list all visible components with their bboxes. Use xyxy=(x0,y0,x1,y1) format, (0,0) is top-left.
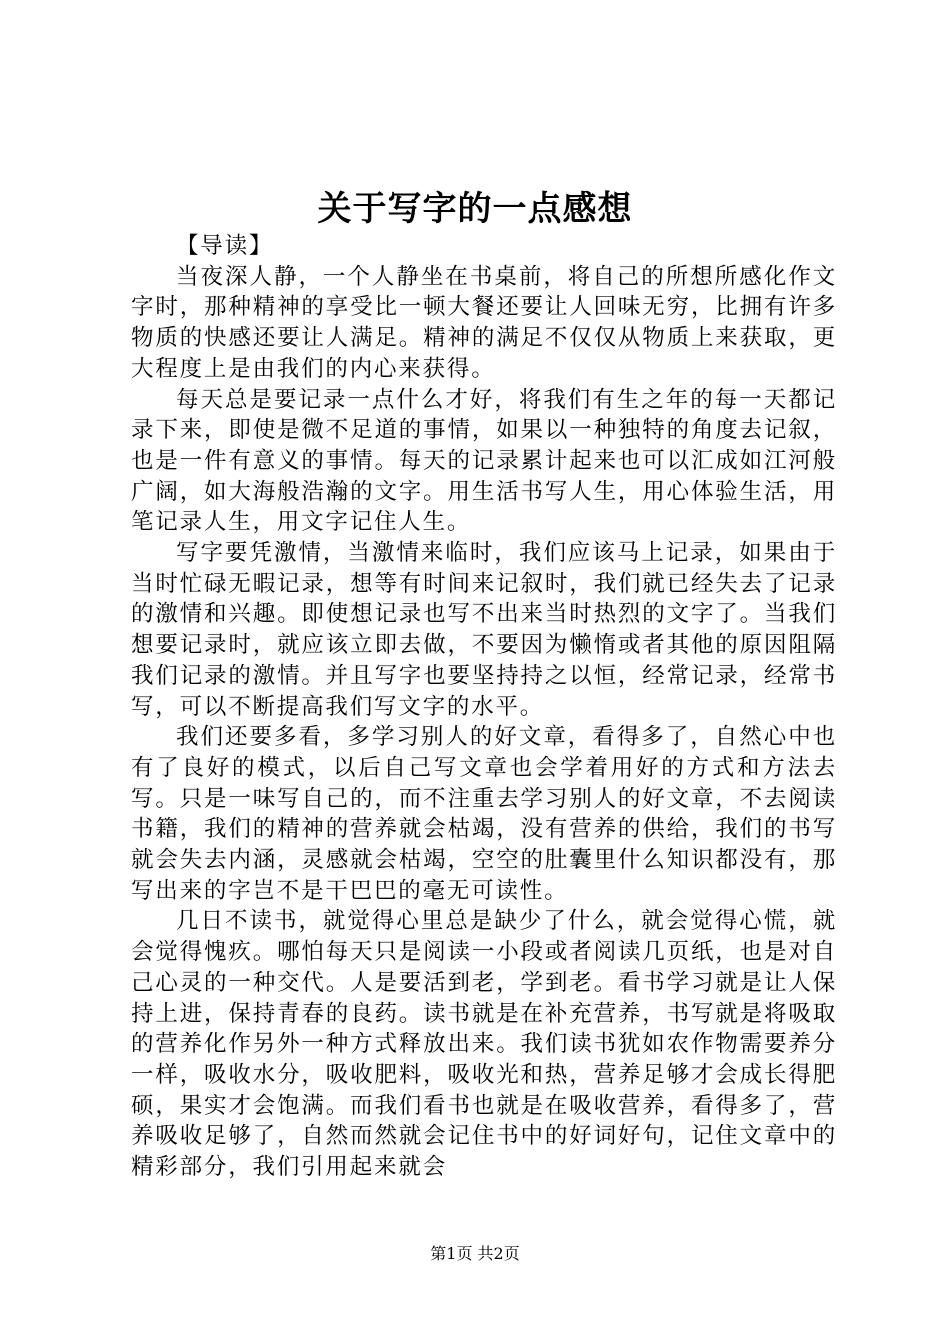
paragraph: 我们还要多看，多学习别人的好文章，看得多了，自然心中也有了良好的模式，以后自己写文章也会学着用好的方式和方法去写。只是一味写自己的，而不注重去学习别人的好文章，不去阅读书籍，我们的精神的营养就会枯竭，没有营养的供给，我们的书写就会失去内涵，灵感就会枯竭，空空的肚囊里什么知识都没有，那写出来的字岂不是干巴巴的毫无可读性。 xyxy=(131,724,837,904)
article-body xyxy=(131,231,837,1183)
paragraph: 当夜深人静，一个人静坐在书桌前，将自己的所想所感化作文字时，那种精神的享受比一顿大餐还要让人回味无穷，比拥有许多物质的快感还要让人满足。精神的满足不仅仅从物质上来获取，更大程度上是由我们的内心来获得。 xyxy=(131,263,837,382)
page-footer: 第1页 共2页 xyxy=(430,1244,520,1263)
lead-label: 【导读】 xyxy=(176,233,274,259)
paragraph: 每天总是要记录一点什么才好，将我们有生之年的每一天都记录下来，即使是微不足道的事情，如果以一种独特的角度去记叙，也是一件有意义的事情。每天的记录累计起来也可以汇成如江河般广阔，如大海般浩瀚的文字。用生活书写人生，用心体验生活，用笔记录人生，用文字记住人生。 xyxy=(131,386,837,536)
paragraph: 几日不读书，就觉得心里总是缺少了什么，就会觉得心慌，就会觉得愧疚。哪怕每天只是阅读一小段或者阅读几页纸，也是对自己心灵的一种交代。人是要活到老，学到老。看书学习就是让人保持上进，保持青春的良药。读书就是在补充营养，书写就是将吸取的营养化作另外一种方式释放出来。我们读书犹如农作物需要养分一样，吸收水分，吸收肥料，吸收光和热，营养足够才会成长得肥硕，果实才会饱满。而我们看书也就是在吸收营养，看得多了，营养吸收足够了，自然而然就会记住书中的好词好句，记住文章中的精彩部分，我们引用起来就会 xyxy=(131,908,837,1181)
page-title: 关于写字的一点感想 xyxy=(317,189,633,229)
paragraph: 写字要凭激情，当激情来临时，我们应该马上记录，如果由于当时忙碌无暇记录，想等有时间来记叙时，我们就已经失去了记录的激情和兴趣。即使想记录也写不出来当时热烈的文字了。当我们想要记录时，就应该立即去做，不要因为懒惰或者其他的原因阻隔我们记录的激情。并且写字也要坚持持之以恒，经常记录，经常书写，可以不断提高我们写文字的水平。 xyxy=(131,540,837,720)
